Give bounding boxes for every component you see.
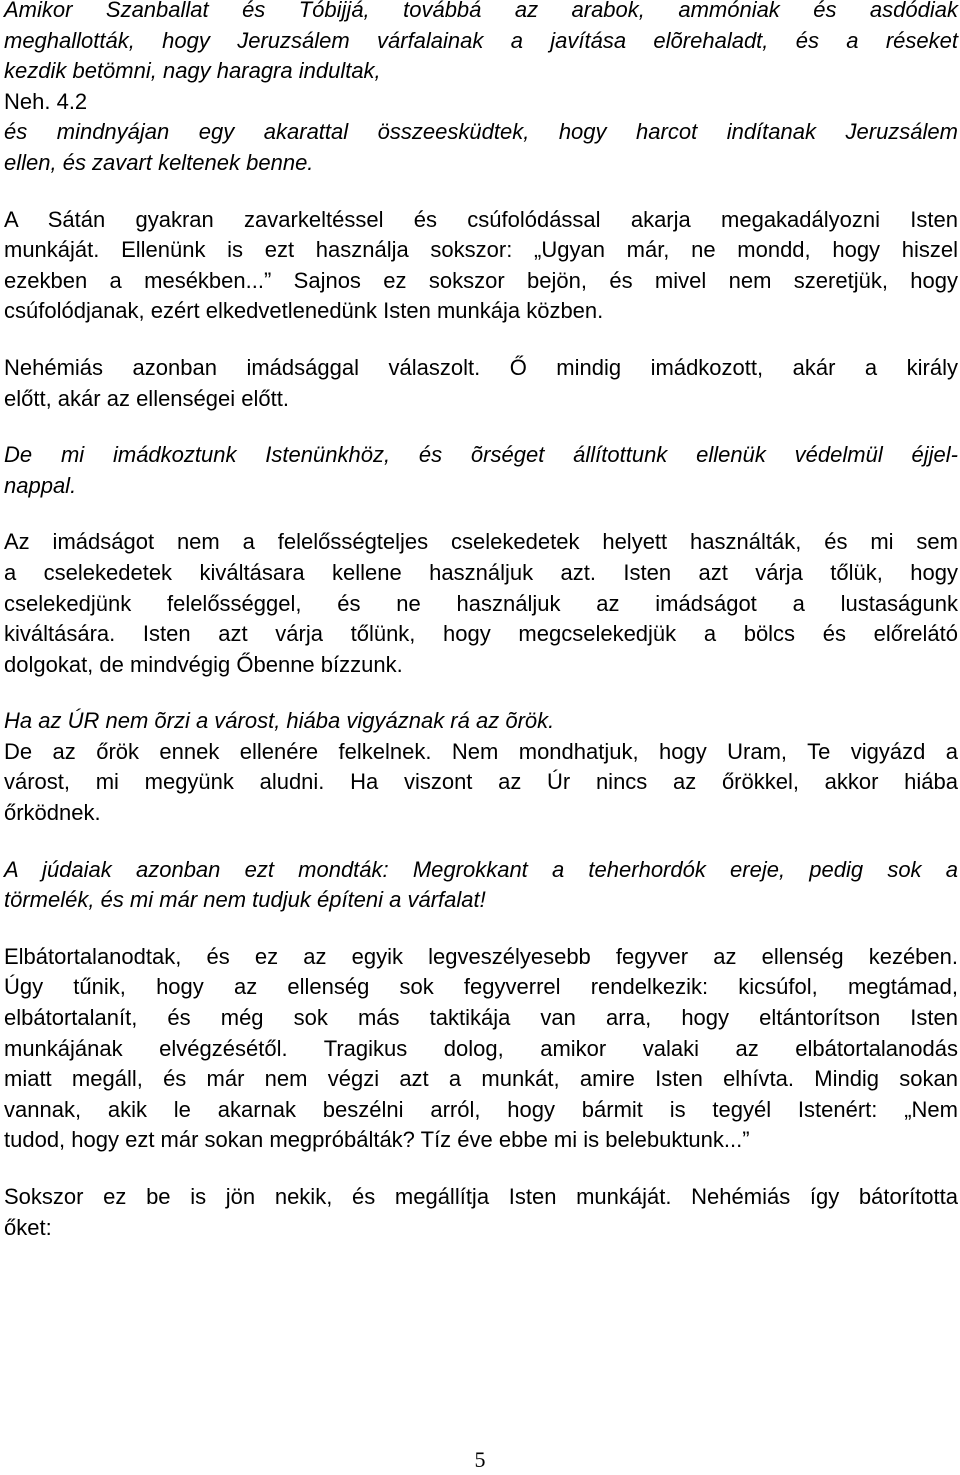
scripture-quote-5 [4,855,958,916]
page-number: 5 [474,1447,486,1472]
text-line: Sokszor ez be is jön nekik, és megállítja Isten munkáját. Nehémiás így bátorította [4,1184,958,1209]
text-line: törmelék, és mi már nem tudjuk építeni a várfalat! [4,887,486,913]
commentary-paragraph-6 [4,1182,958,1243]
text-line: A júdaiak azonban ezt mondták: Megrokkant a teherhordók ereje, pedig sok a [4,856,958,882]
scripture-reference [4,87,958,118]
scripture-quote-2 [4,117,958,178]
commentary-paragraph-1 [4,205,958,327]
text-line: előtt, akár az ellenségei előtt. [4,385,289,411]
text-line: munkájának elvégzésétől. Tragikus dolog, amikor valaki az elbátortalanodás [4,1035,958,1061]
text-line: meghallották, hogy Jeruzsálem várfalainak a javítása elõrehaladt, és a réseket [4,27,958,53]
text-line: nappal. [4,472,77,498]
text-line: miatt megáll, és már nem végzi azt a munkát, amire Isten elhívta. Mindig sokan [4,1066,958,1092]
scripture-quote-4 [4,706,958,737]
commentary-paragraph-5 [4,942,958,1156]
text-line: Ha az ÚR nem õrzi a várost, hiába vigyáznak rá az õrök. [4,708,555,734]
text-line: ezekben a mesékben...” Sajnos ez sokszor bejön, és mivel nem szeretjük, hogy [4,267,958,293]
text-line: és mindnyájan egy akarattal összeesküdtek, hogy harcot indítanak Jeruzsálem [4,119,958,145]
text-line: dolgokat, de mindvégig Őbenne bízzunk. [4,651,403,677]
commentary-paragraph-3 [4,527,958,680]
document-body [4,0,958,1243]
text-line: Neh. 4.2 [4,88,88,114]
text-line: ellen, és zavart keltenek benne. [4,149,314,175]
text-line: várost, mi megyünk aludni. Ha viszont az Úr nincs az őrökkel, akkor hiába [4,769,958,795]
scripture-quote-3 [4,440,958,501]
text-line: csúfolódjanak, ezért elkedvetlenedünk Isten munkája közben. [4,298,604,324]
text-line: őrködnek. [4,800,101,826]
text-line: De mi imádkoztunk Istenünkhöz, és õrséget állítottunk ellenük védelmül éjjel- [4,442,958,468]
text-line: kezdik betömni, nagy haragra indultak, [4,58,381,84]
text-line: elbátortalanít, és még sok más taktikája van arra, hogy eltántorítson Isten [4,1005,958,1031]
scripture-quote-1 [4,0,958,87]
text-line: tudod, hogy ezt már sokan megpróbálták? Tíz éve ebbe mi is belebuktunk...” [4,1127,750,1153]
text-line: kiváltására. Isten azt várja tőlünk, hogy megcselekedjük a bölcs és előrelátó [4,621,958,647]
text-line: vannak, akik le akarnak beszélni arról, hogy bármit is tegyél Istenért: „Nem [4,1096,958,1122]
text-line: cselekedjünk felelősséggel, és ne használjuk az imádságot a lustaságunk [4,590,958,616]
text-line: Elbátortalanodtak, és ez az egyik legveszélyesebb fegyver az ellenség kezében. [4,943,958,969]
text-line: Amikor Szanballat és Tóbijjá, továbbá az arabok, ammóniak és asdódiak [4,0,958,22]
commentary-paragraph-2 [4,353,958,414]
commentary-paragraph-4 [4,737,958,829]
text-line: a cselekedetek kiváltásara kellene használjuk azt. Isten azt várja tőlük, hogy [4,559,958,585]
text-line: Nehémiás azonban imádsággal válaszolt. Ő mindig imádkozott, akár a király [4,354,958,380]
text-line: Az imádságot nem a felelősségteljes cselekedetek helyett használták, és mi sem [4,529,958,555]
text-line: munkáját. Ellenünk is ezt használja sokszor: „Ugyan már, ne mondd, hogy hiszel [4,237,958,263]
text-line: De az őrök ennek ellenére felkelnek. Nem mondhatjuk, hogy Uram, Te vigyázd a [4,738,958,764]
text-line: őket: [4,1214,52,1240]
text-line: Úgy tűnik, hogy az ellenség sok fegyverrel rendelkezik: kicsúfol, megtámad, [4,974,958,1000]
text-line: A Sátán gyakran zavarkeltéssel és csúfolódással akarja megakadályozni Isten [4,206,958,232]
